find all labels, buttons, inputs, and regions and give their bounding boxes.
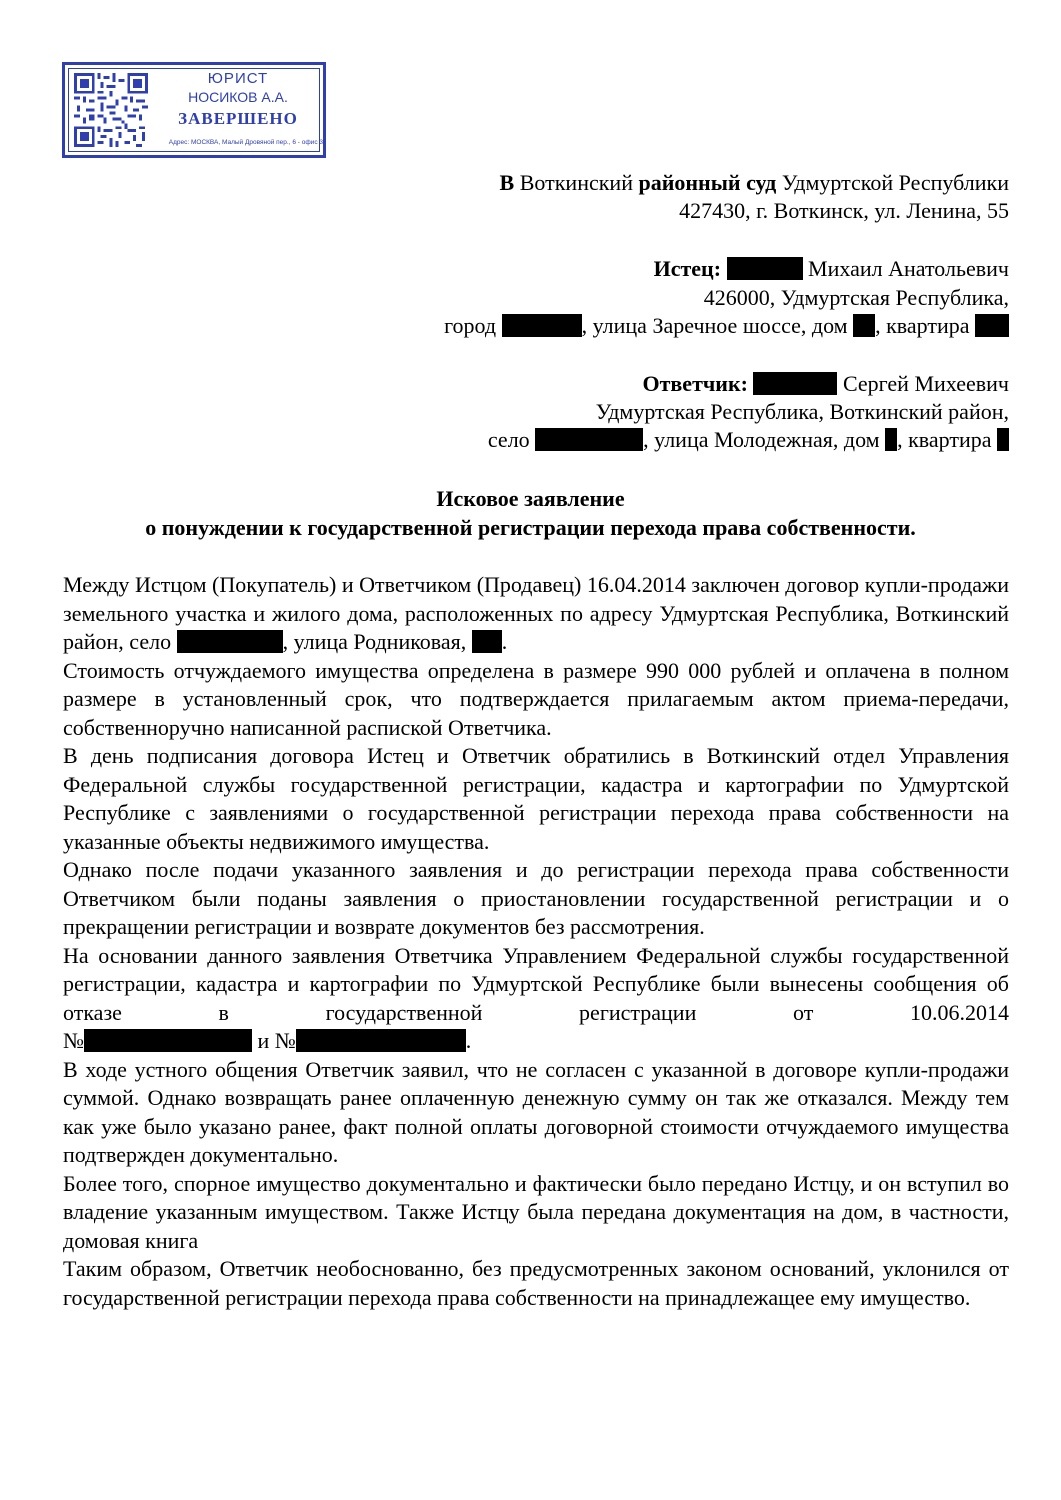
plaintiff-address-2 — [444, 312, 1009, 340]
court-name-post: Удмуртской Республики — [781, 170, 1009, 195]
stamp-text-block — [155, 69, 321, 132]
paragraph-5: На основании данного заявления Ответчика Управлением Федеральной службы государственной регистрации, кадастра и картографии по Удмуртской Республике были вынесены сообщения об отказе в государственной регистрации от 10.06.2014 — [63, 942, 1009, 1025]
paragraph-7: Более того, спорное имущество документально и фактически было передано Истцу, и он вступил во владение указанным имуществом. Также Истцу была передана документация на дом, в частности, домовая книга — [63, 1170, 1009, 1253]
paragraph-5-end: . — [465, 1028, 472, 1053]
defendant-apt-label: , квартира — [897, 427, 992, 452]
redaction-block — [727, 257, 803, 280]
paragraph-1-text: Между Истцом (Покупатель) и Ответчиком (Продавец) 16.04.2014 заключен договор купли-продажи земельного участка и жилого дома, расположенных по адресу Удмуртская Республика, Воткинский район, село — [63, 572, 1009, 654]
defendant-label: Ответчик: — [642, 371, 748, 396]
redaction-block — [885, 428, 897, 451]
redaction-block — [502, 314, 582, 337]
plaintiff-city-label: город — [444, 313, 497, 338]
stamp-address: Адрес: МОСКВА, Малый Дровяной пер., 6 - офис 3 — [168, 139, 323, 146]
court-name-pre: Воткинский — [519, 170, 633, 195]
defendant-address-1: Удмуртская Республика, Воткинский район, — [595, 399, 1009, 424]
plaintiff-label: Истец: — [653, 256, 722, 281]
redaction-block — [535, 428, 643, 451]
lawyer-stamp — [62, 62, 326, 158]
redaction-block — [177, 630, 283, 653]
plaintiff-address-1: 426000, Удмуртская Республика, — [703, 285, 1009, 310]
paragraph-1-street: , улица Родниковая, — [282, 629, 467, 654]
plaintiff-apt-label: , квартира — [875, 313, 970, 338]
paragraph-2: Стоимость отчуждаемого имущества определена в размере 990 000 рублей и оплачена в полном размере в установленный срок, что подтверждается прилагаемым актом приема-передачи, собственноручно написанной распиской Ответчика. — [63, 657, 1009, 740]
redaction-block — [853, 314, 875, 337]
document-title: Исковое заявление — [436, 486, 625, 511]
redaction-block — [975, 314, 1009, 337]
defendant-name: Сергей Михеевич — [842, 371, 1009, 396]
number-sign: № — [63, 1028, 84, 1053]
court-name-bold: районный суд — [638, 170, 777, 195]
number-sign-2: и № — [257, 1028, 296, 1053]
plaintiff-name: Михаил Анатольевич — [808, 256, 1009, 281]
paragraph-1 — [63, 571, 1009, 657]
paragraph-6: В ходе устного общения Ответчик заявил, что не согласен с указанной в договоре купли-продажи суммой. Однако возвращать ранее оплаченную денежную сумму он так же отказался. Между тем как уже было указано ранее, факт полной оплаты договорной стоимости отчуждаемого имущества подтвержден документально. — [63, 1056, 1009, 1167]
paragraph-1-end: . — [501, 629, 508, 654]
redaction-block — [997, 428, 1009, 451]
stamp-line-title: ЮРИСТ — [207, 70, 269, 87]
redaction-block — [753, 372, 837, 395]
court-name-line — [500, 169, 1009, 197]
redaction-block — [296, 1029, 466, 1052]
paragraph-8: Таким образом, Ответчик необоснованно, без предусмотренных законом оснований, уклонился от государственной регистрации перехода права собственности на принадлежащее ему имущество. — [63, 1256, 1009, 1310]
document-subtitle: о понуждении к государственной регистрации перехода права собственности. — [145, 515, 916, 540]
stamp-line-status: ЗАВЕРШЕНО — [178, 109, 298, 128]
court-address: 427430, г. Воткинск, ул. Ленина, 55 — [679, 198, 1009, 223]
defendant-line — [643, 370, 1010, 398]
document-body — [63, 571, 1009, 1312]
stamp-line-name: НОСИКОВ А.А. — [188, 89, 288, 105]
qr-code-icon — [74, 73, 148, 147]
defendant-street: , улица Молодежная, дом — [643, 427, 880, 452]
redaction-block — [472, 630, 502, 653]
defendant-village-label: село — [487, 427, 530, 452]
plaintiff-street: , улица Заречное шоссе, дом — [581, 313, 848, 338]
paragraph-4: Однако после подачи указанного заявления и до регистрации перехода права собственности Ответчиком были поданы заявления о приостановлении государственной регистрации и о прекращении регистрации и возврате документов без рассмотрения. — [63, 857, 1009, 939]
paragraph-3: В день подписания договора Истец и Ответчик обратились в Воткинский отдел Управления Федеральной службы государственной регистрации, кадастра и картографии по Удмуртской Республике с заявлениями о государственной регистрации перехода права собственности на указанные объекты недвижимого имущества. — [63, 743, 1009, 854]
redaction-block — [84, 1029, 252, 1052]
plaintiff-line — [654, 255, 1009, 283]
court-prefix: В — [499, 170, 515, 195]
paragraph-5-numbers — [63, 1027, 1009, 1056]
defendant-address-2 — [488, 426, 1009, 454]
